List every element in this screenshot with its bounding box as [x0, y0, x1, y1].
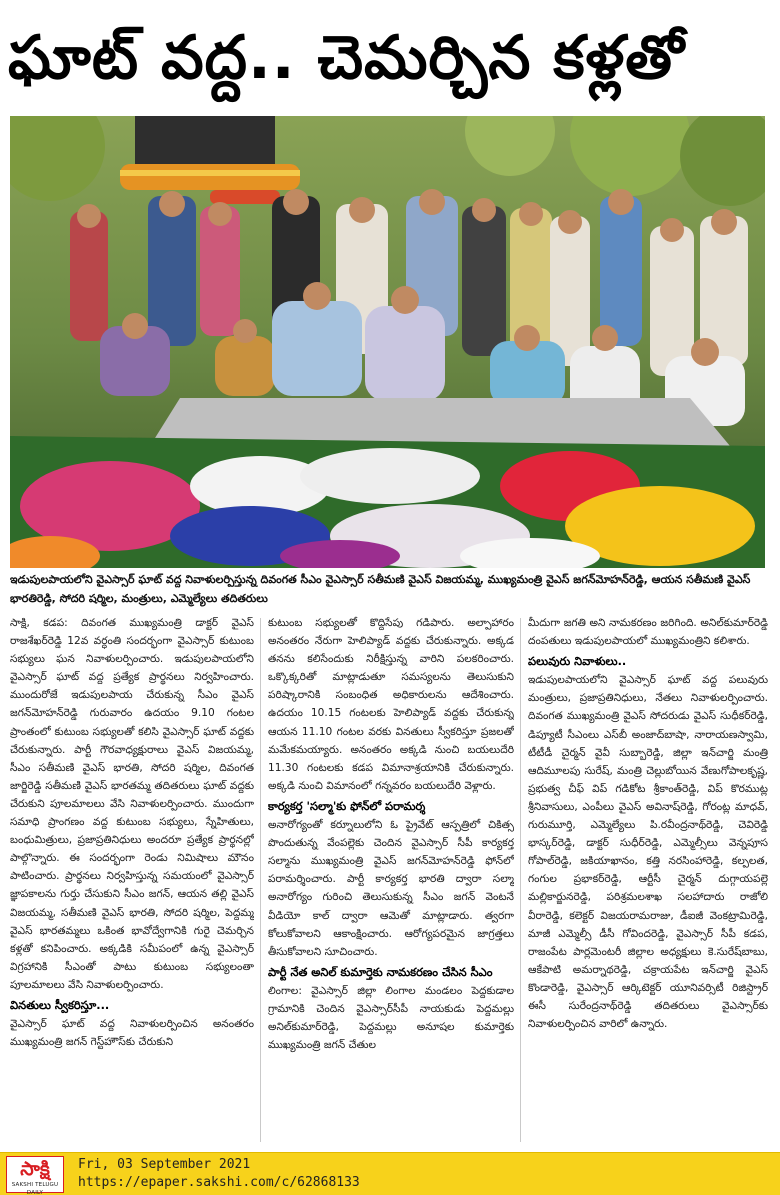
article-column-2: [268, 614, 514, 1144]
subheading: వినతులు స్వీకరిస్తూ...: [10, 997, 110, 1012]
column-divider: [520, 618, 521, 1142]
article-column-3: [528, 614, 768, 1144]
sakshi-logo[interactable]: [6, 1156, 64, 1193]
subheading: పలువురు నివాళులు..: [528, 654, 627, 669]
article-column-1: [10, 614, 254, 1144]
paragraph: మీదుగా జగతి అని నామకరణం జరిగింది. అనిల్‌కుమార్‌రెడ్డి దంపతులు ఇడుపులపాయలో ముఖ్యమంత్రిని కలిశారు.: [528, 617, 768, 648]
paragraph: వైఎస్సార్ ఘాట్ వద్ద నివాళులర్పించిన అనంతరం ముఖ్యమంత్రి జగన్ గెస్ట్‌హౌస్‌కు చేరుకుని: [10, 1018, 254, 1049]
logo-text: సాక్షి: [20, 1158, 50, 1180]
paragraph: లింగాల: వైఎస్సార్ జిల్లా లింగాల మండలం పెద్దకుడాల గ్రామానికి చెందిన వైఎస్సార్‌సీపీ నాయకుడు పెద్దమల్లు అనిల్‌కుమార్‌రెడ్డి, పెద్దమల్లు అనూషల కుమార్తెకు ముఖ్యమంత్రి జగన్ చేతుల: [268, 984, 514, 1052]
paragraph: ఇడుపులపాయలోని వైఎస్సార్ ఘాట్ వద్ద పలువురు మంత్రులు, ప్రజాప్రతినిధులు, నేతలు నివాళులర్పించారు. దివంగత ముఖ్యమంత్రి వైఎస్ సోదరుడు వైఎస్ సుధీకర్‌రెడ్డి, డిప్యూటీ సీఎంలు ఎస్‌బీ అంజాద్‌బాషా, నారాయణస్వామి, టీటీడీ చైర్మన్ వైవీ సుబ్బారెడ్డి, జిల్లా ఇన్‌చార్జి మంత్రి ఆదిమూలపు సురేష్, మంత్రి చెల్లుబోయిన వేణుగోపాలకృష్ణ, ప్రభుత్వ చీఫ్ విప్ గడికోట శ్రీకాంత్‌రెడ్డి, విప్ కొరముట్ల శ్రీనివాసులు, ఎంపీలు వైఎస్ అవినాష్‌రెడ్డి, గోరంట్ల మాధవ్, గురుమూర్తి, ఎమ్మెల్యేలు పి.రవీంద్రనాథ్‌రెడ్డి, చెవిరెడ్డి భాస్కర్‌రెడ్డి, డాక్టర్ సుధీర్‌రెడ్డి, ఎమ్మెల్సీలు వెన్నపూస గోపాల్‌రెడ్డి, జకియాఖానం, కత్తి నరసింహారెడ్డి, కల్పలత, గంగుల ప్రభాకర్‌రెడ్డి, ఆర్టీసీ చైర్మన్ దుగ్గాయపల్లె మల్లికార్జునరెడ్డి, పరిశ్రమలశాఖ సలహాదారు రాజోలి వీరారెడ్డి, కలెక్టర్ విజయరామరాజు, డీఐజీ వెంకట్రామిరెడ్డి, మాజీ ఎమ్మెల్సీ డీసీ గోవిందరెడ్డి, వైఎస్సార్ సీపీ కడప, రాజంపేట పార్లమెంటరీ జిల్లాల అధ్యక్షులు కె.సురేష్‌బాబు, ఆకేపాటి అమర్నాథరెడ్డి, చక్రాయపేట ఇన్‌చార్జి వైఎస్ కొండారెడ్డి, వైఎస్సార్ ఆర్కిటెక్టర్ యూనివర్సిటీ రిజిస్ట్రార్ ఈసీ సురేంద్రనాథ్‌రెడ్డి తదితరులు వైఎస్సార్‌కు నివాళులర్పించిన వారిలో ఉన్నారు.: [528, 674, 768, 1031]
photo-caption: ఇడుపులపాయలోని వైఎస్సార్ ఘాట్ వద్ద నివాళులర్పిస్తున్న దివంగత సీఎం వైఎస్సార్ సతీమణి వైఎస్ విజయమ్మ, ముఖ్యమంత్రి వైఎస్ జగన్‌మోహన్‌రెడ్డి, ఆయన సతీమణి వైఎస్ భారతిరెడ్డి, సోదరి షర్మిల, మంత్రులు, ఎమ్మెల్యేలు తదితరులు: [10, 573, 751, 605]
logo-subtitle: SAKSHI TELUGU DAILY: [11, 1182, 59, 1195]
footer-bar: [0, 1152, 780, 1195]
news-photo: [10, 116, 765, 568]
subheading: పార్టీ నేత అనిల్ కుమార్తెకు నామకరణం చేసిన సీఎం: [268, 964, 493, 979]
paragraph: కుటుంబ సభ్యులతో కొద్దిసేపు గడిపారు. అల్పాహారం అనంతరం నేరుగా హెలిప్యాడ్ వద్దకు చేరుకున్నారు. అక్కడ తనను కలిసేందుకు నిరీక్షిస్తున్న వారిని పలకరించారు. ఒక్కొక్కరితో మాట్లాడుతూ సమస్యలను తెలుసుకుని పరిష్కారానికి సంబంధిత అధికారులను ఆదేశించారు. ఉదయం 10.15 గంటలకు హెలిప్యాడ్ వద్దకు చేరుకున్న ఆయన 11.10 గంటల వరకు వినతులు స్వీకరిస్తూ ప్రజలతో మమేకమయ్యారు. అనంతరం అక్కడి నుంచి బయలుదేరి 11.30 గంటలకు కడప విమానాశ్రయానికి చేరుకున్నారు. అక్కడి నుంచి విమానంలో గన్నవరం బయలుదేరి వెళ్లారు.: [268, 617, 514, 792]
paragraph: అనారోగ్యంతో కర్నూలులోని ఓ ప్రైవేట్ ఆస్పత్రిలో చికిత్స పొందుతున్న వేంపల్లెకు చెందిన వైఎస్సార్ సీపీ కార్యకర్త సల్మాను ముఖ్యమంత్రి వైఎస్ జగన్‌మోహన్‌రెడ్డి ఫోన్‌లో పరామర్శించారు. పార్టీ కార్యకర్త భారతి ద్వారా సల్మా అనారోగ్యం గురించి తెలుసుకున్న సీఎం జగన్ వెంటనే వీడియో కాల్ ద్వారా ఆమెతో మాట్లాడారు. త్వరగా కోలుకోవాలని ఆకాంక్షించారు. ఆరోగ్యపరమైన జాగ్రత్తలు తీసుకోవాలని సూచించారు.: [268, 819, 514, 958]
publication-date: Fri, 03 September 2021: [78, 1157, 251, 1172]
subheading: కార్యకర్త 'సల్మా'కు ఫోన్‌లో పరామర్శ: [268, 798, 426, 813]
headline: ఘాట్ వద్ద.. చెమర్చిన కళ్లతో: [8, 23, 685, 93]
epaper-link[interactable]: https://epaper.sakshi.com/c/62868133: [78, 1175, 360, 1190]
photo-illustration: [10, 116, 765, 568]
paragraph: సాక్షి, కడప: దివంగత ముఖ్యమంత్రి డాక్టర్ వైఎస్ రాజశేఖర్‌రెడ్డి 12వ వర్ధంతి సందర్భంగా వైఎస్సార్ కుటుంబ సభ్యులు ఘన నివాళులర్పించారు. ఇడుపులపాయలోని వైఎస్సార్ ఘాట్ వద్ద ప్రత్యేక ప్రార్థనలు నిర్వహించారు. ముందురోజే ఇడుపులపాయ చేరుకున్న సీఎం వైఎస్ జగన్‌మోహన్‌రెడ్డి గురువారం ఉదయం 9.10 గంటల ప్రాంతంలో కుటుంబ సభ్యులతో కలిసి వైఎస్సార్ ఘాట్ వద్దకు చేరుకున్నారు. పార్టీ గౌరవాధ్యక్షురాలు వైఎస్ విజయమ్మ, సీఎం సతీమణి వైఎస్ భారతి, సోదరి షర్మిల, దివంగత జార్జిరెడ్డి సతీమణి వైఎస్ భారతమ్మ తదితరులు ఘాట్ వద్దకు చేరుకుని పూలమాలలు వేసి నివాళులర్పించారు. ముందుగా సమాధి ప్రాంగణం వద్ద కుటుంబ సభ్యులు, స్నేహితులు, బంధుమిత్రులు, ప్రజాప్రతినిధులు అందరూ ప్రత్యేక ప్రార్థనల్లో పాల్గొన్నారు. ఈ సందర్భంగా రెండు నిమిషాలు మౌనం పాటించారు. ప్రార్థనలు నిర్వహిస్తున్న సమయంలో వైఎస్సార్ జ్ఞాపకాలను గుర్తు చేసుకుని సీఎం జగన్, ఆయన తల్లి వైఎస్ విజయమ్మ, సతీమణి వైఎస్ భారతి, సోదరి షర్మిల, పెద్దమ్మ వైఎస్ భారతమ్మలు ఒకింత భావోద్వేగానికి గురై చెమర్చిన కళ్లతో కనిపించారు. అక్కడికి సమీపంలో ఉన్న వైఎస్సార్ విగ్రహానికి సీఎంతో పాటు కుటుంబ సభ్యులంతా పూలమాలలు వేసి నివాళులర్పించారు.: [10, 617, 254, 991]
column-divider: [260, 618, 261, 1142]
